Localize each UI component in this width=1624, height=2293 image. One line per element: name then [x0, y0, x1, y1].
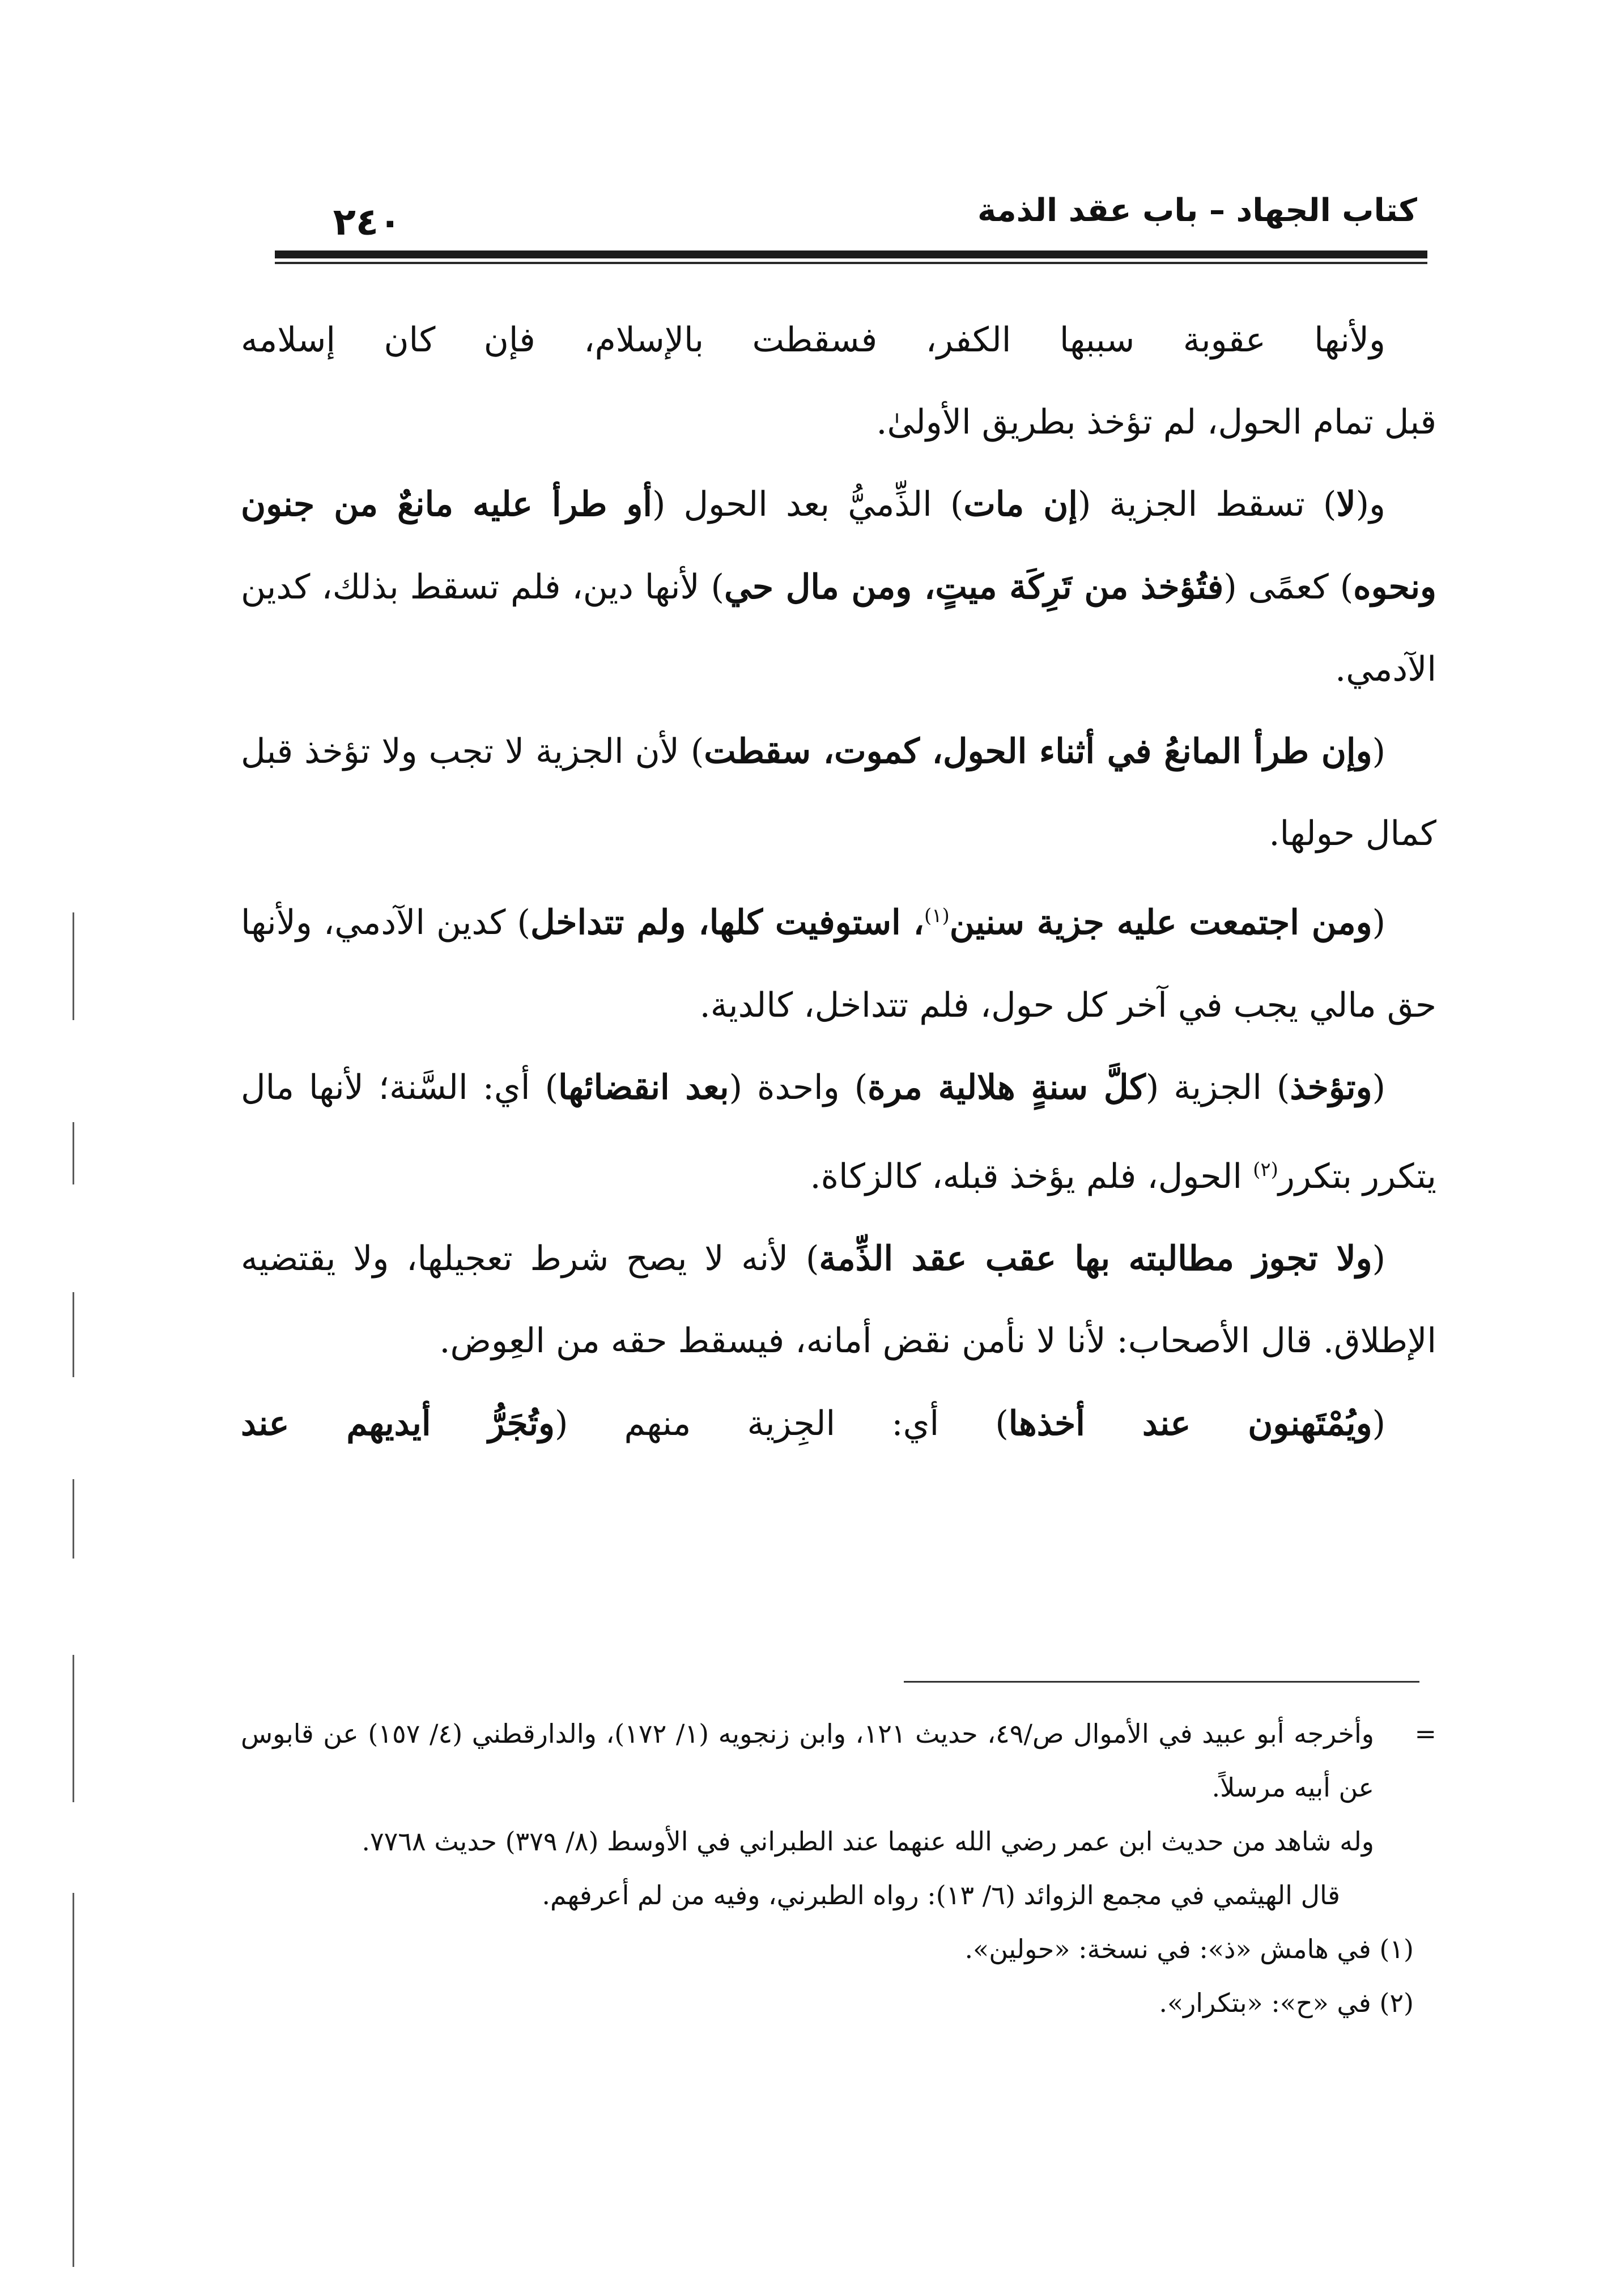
p5-text-b: ) الجزية (: [1145, 1067, 1290, 1107]
p2-text-c: ) الذِّميُّ بعد الحول (: [652, 485, 964, 525]
p2-matn-d: فتُؤخذ من تَرِكَة ميتٍ، ومن مال حي: [724, 567, 1224, 607]
paragraph-1-continued: [241, 381, 1436, 464]
p5-matn-a: وتؤخذ: [1290, 1067, 1372, 1107]
p4-text-b: ) كدين الآدمي، ولأنها حق مالي يجب في آخر كل حول، فلم تتداخل، كالدية.: [241, 903, 1436, 1025]
scan-mark-line: [73, 1292, 74, 1377]
header-rule-thin: [275, 262, 1427, 264]
paragraph-4: [241, 875, 1436, 1046]
footnote-continuation-line-2: وله شاهد من حديث ابن عمر رضي الله عنهما عند الطبراني في الأوسط (٨/ ٣٧٩) حديث ٧٧٦٨.: [362, 1826, 1374, 1857]
p2-matn-b: إن مات: [963, 485, 1078, 525]
p4-matn-a: ومن اجتمعت عليه جزية سنين: [949, 903, 1372, 943]
p2-matn-c: أو طرأ عليه مانعٌ من جنون ونحوه: [241, 485, 1436, 607]
p3-matn: وإن طرأ المانعُ في أثناء الحول، كموت، سقطت: [704, 732, 1372, 772]
footnote-1: (١) في هامش «ذ»: في نسخة: «حولين».: [964, 1934, 1414, 1964]
paragraph-1: [241, 299, 1436, 381]
p7-matn-a: ويُمْتَهنون عند أخذها: [1008, 1403, 1372, 1443]
p5-text-e: الحول، فلم يؤخذ قبله، كالزكاة.: [810, 1157, 1253, 1197]
p2-matn-a: لا: [1336, 485, 1356, 525]
p5-matn-b: كلَّ سنةٍ هلالية مرة: [868, 1067, 1146, 1107]
continuation-marker: =: [1414, 1718, 1436, 1749]
scan-mark-line: [73, 1655, 74, 1802]
footnotes: [241, 1707, 1436, 2030]
running-head: كتاب الجهاد – باب عقد الذمة: [977, 192, 1417, 229]
p5-text-a: (: [1372, 1067, 1385, 1107]
p2-text-e: ) لأنها دين، فلم تسقط بذلك، كدين الآدمي.: [241, 567, 1436, 689]
p7-matn-b: وتُجَرُّ أيديهم عند: [241, 1403, 555, 1443]
footnote-ref-1[interactable]: (١): [924, 905, 950, 928]
scan-mark-line: [73, 1122, 74, 1184]
p3-text-b: ) لأن الجزية لا تجب ولا تؤخذ قبل كمال حولها.: [241, 732, 1436, 854]
page-number: ٢٤٠: [333, 200, 402, 244]
header-rule: [275, 250, 1427, 258]
p6-text-b: ) لأنه لا يصح شرط تعجيلها، ولا يقتضيه الإطلاق. قال الأصحاب: لأنا لا نأمن نقض أمانه، فيسقط حقه من العِوض.: [241, 1239, 1436, 1361]
p6-matn: ولا تجوز مطالبته بها عقب عقد الذِّمة: [819, 1239, 1372, 1279]
footnote-2: (٢) في «ح»: «بتكرار».: [1159, 1988, 1414, 2018]
p6-text-a: (: [1372, 1239, 1385, 1279]
p4-text-a: (: [1372, 903, 1385, 943]
p7-text-b: ) أي: الجِزية منهم (: [555, 1403, 1009, 1443]
p3-text-a: (: [1372, 732, 1385, 772]
paragraph-1-line-1: ولأنها عقوبة سببها الكفر، فسقطت بالإسلام، فإن كان إسلامه: [241, 320, 1385, 360]
p5-text-c: ) واحدة (: [729, 1067, 868, 1107]
p7-text-a: (: [1372, 1403, 1385, 1443]
footnote-continuation-line-3: قال الهيثمي في مجمع الزوائد (٦/ ١٣): رواه الطبرني، وفيه من لم أعرفهم.: [542, 1880, 1340, 1910]
paragraph-6: [241, 1218, 1436, 1382]
p2-text-d: ) كعمًى (: [1223, 567, 1354, 607]
paragraph-3: [241, 711, 1436, 875]
footnote-separator: [904, 1681, 1419, 1683]
footnote-continuation: [241, 1707, 1436, 1922]
paragraph-7: [241, 1383, 1436, 1465]
footnote-continuation-line-1: وأخرجه أبو عبيد في الأموال ص/٤٩، حديث ١٢١، وابن زنجويه (١/ ١٧٢)، والدارقطني (٤/ ١٥٧) عن قابوس عن أبيه مرسلاً.: [241, 1718, 1374, 1803]
body-text: [241, 299, 1436, 1465]
paragraph-5: [241, 1047, 1436, 1218]
p4-matn-b: ، استوفيت كلها، ولم تتداخل: [530, 903, 924, 943]
paragraph-1-line-2: قبل تمام الحول، لم تؤخذ بطريق الأولىٰ.: [876, 402, 1436, 443]
scan-mark-line: [73, 1479, 74, 1559]
footnote-ref-2[interactable]: (٢): [1253, 1158, 1278, 1182]
p5-matn-c: بعد انقضائها: [558, 1067, 729, 1107]
scan-mark-line: [73, 1893, 74, 2267]
p2-text-b: ) تسقط الجزية (: [1077, 485, 1337, 525]
p2-text-a: و(: [1355, 485, 1385, 525]
scan-mark-line: [73, 912, 74, 1020]
paragraph-2: [241, 464, 1436, 711]
p5-text-d: ) أي: السَّنة؛ لأنها مال يتكرر بتكرر: [241, 1067, 1436, 1197]
